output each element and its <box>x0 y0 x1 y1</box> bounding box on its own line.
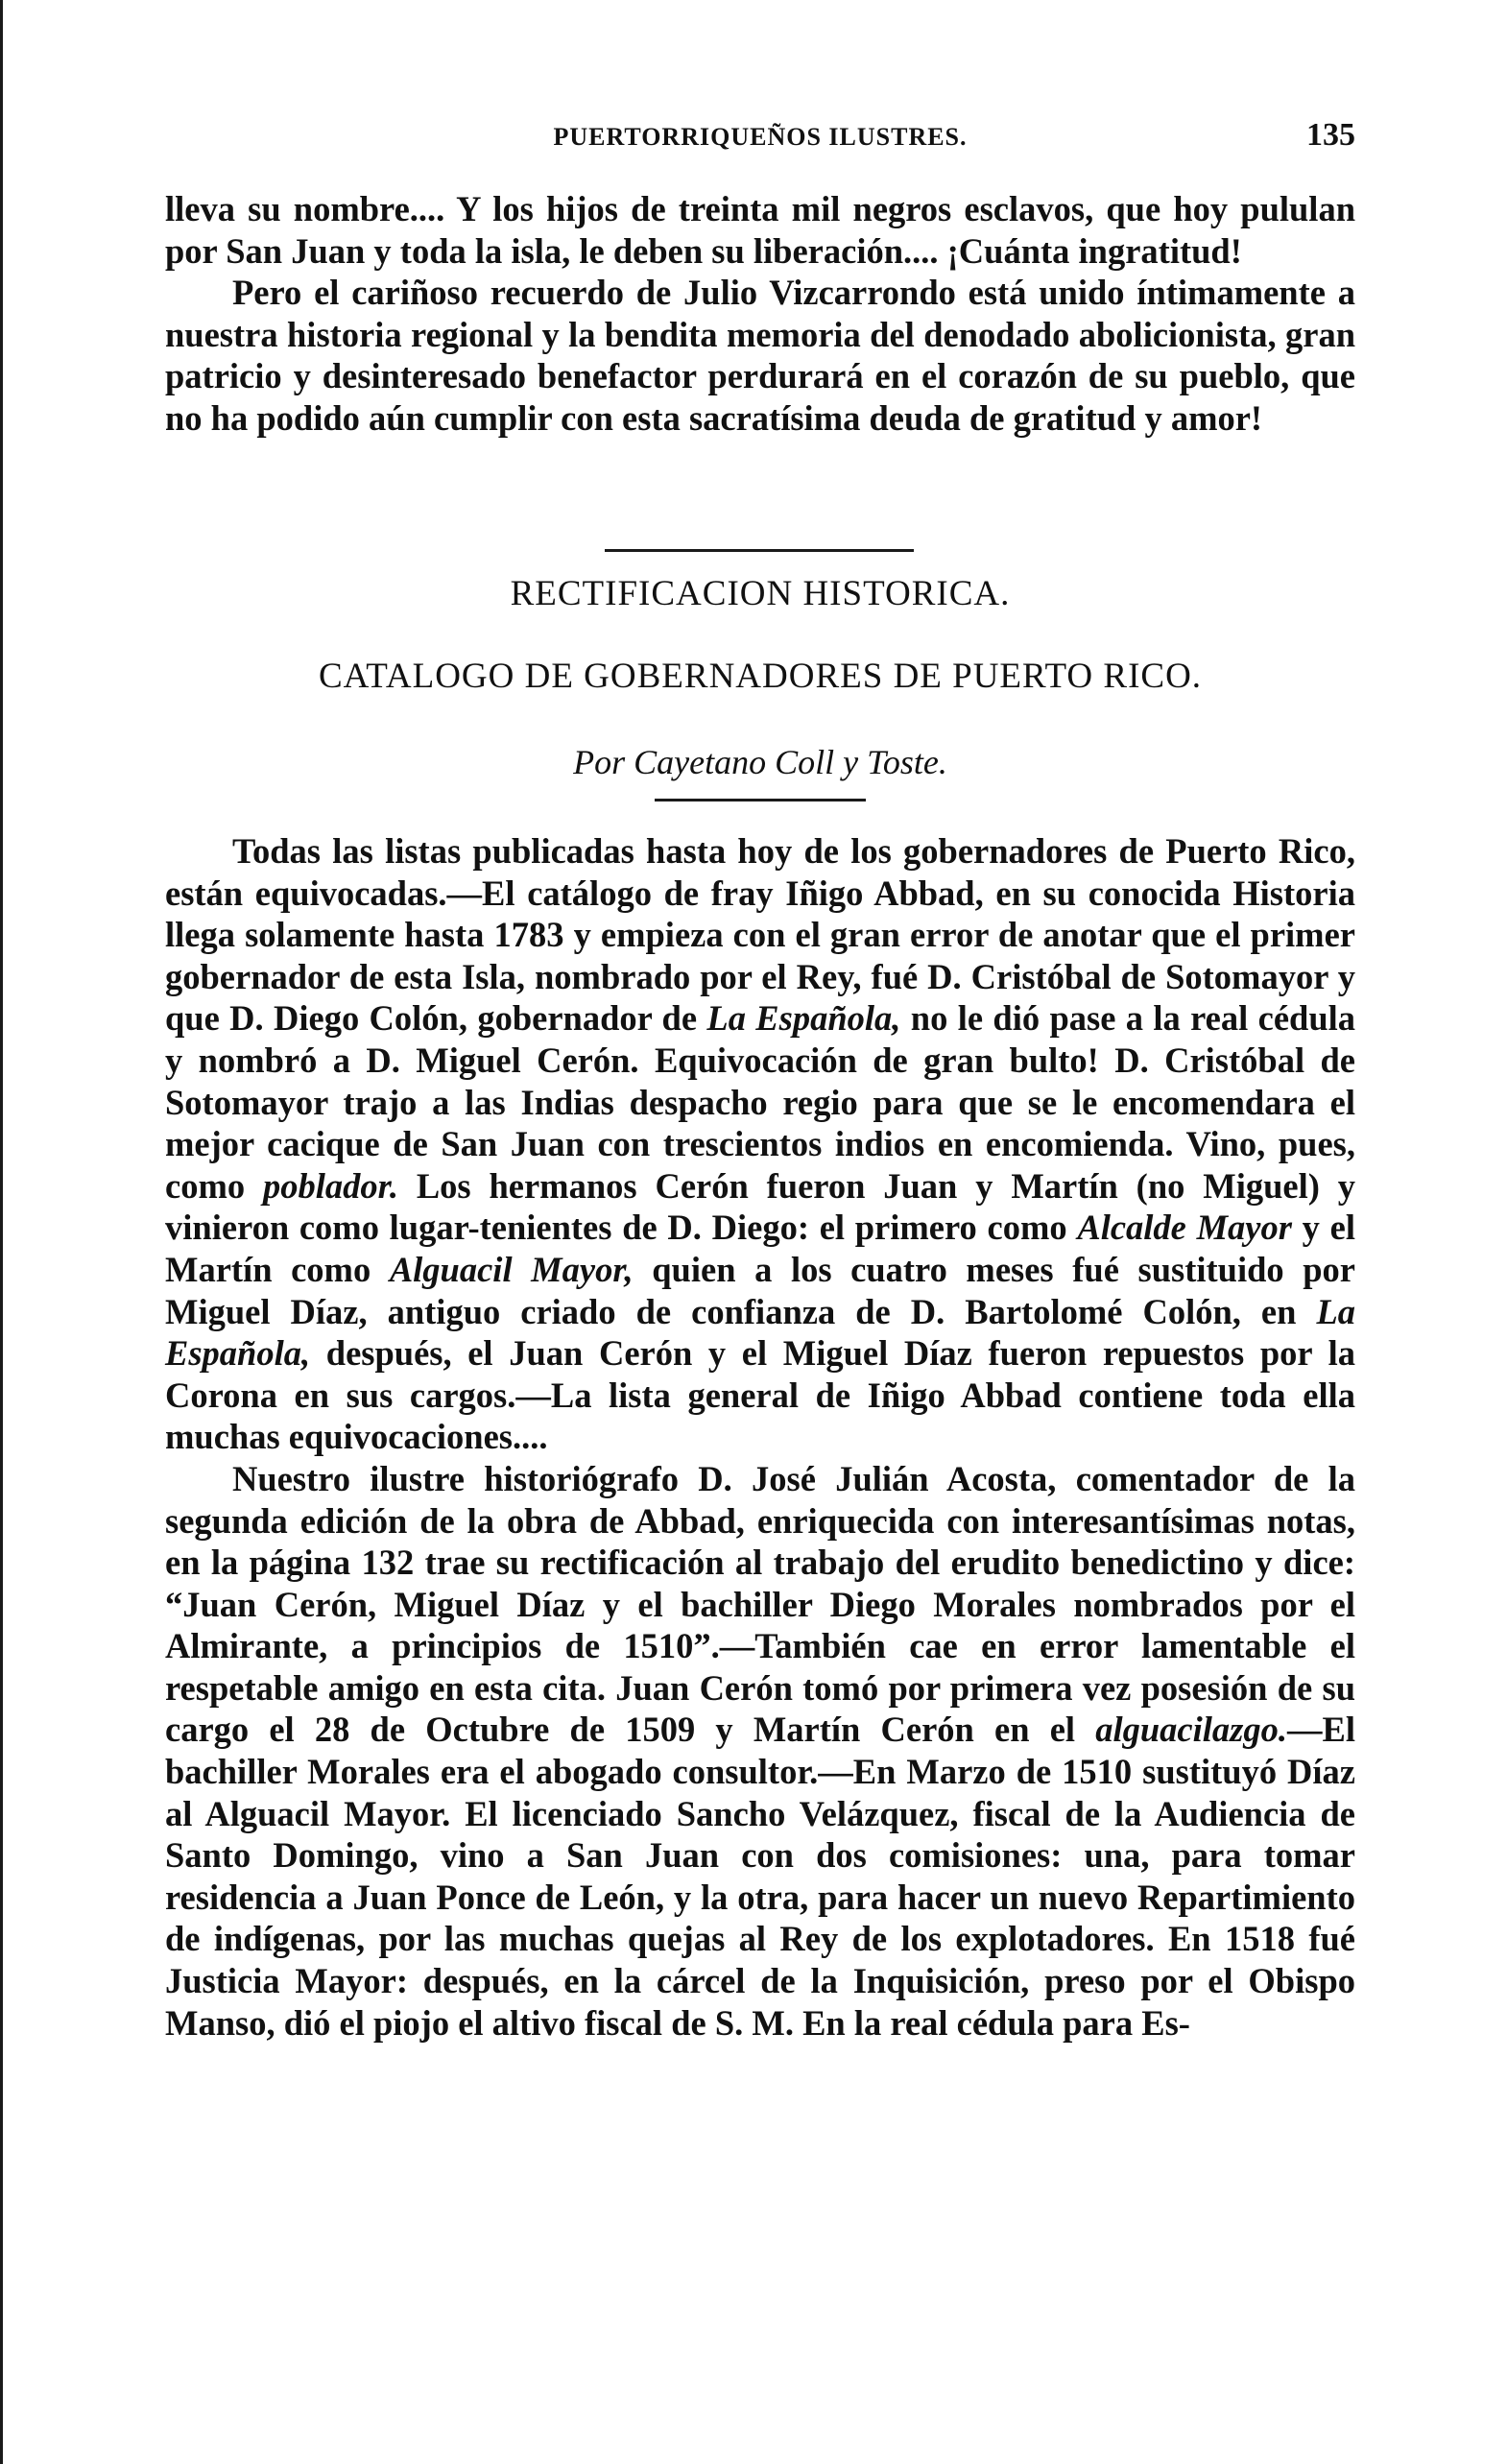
text-block-vizcarrondo <box>165 188 1355 440</box>
paragraph-3 <box>165 830 1355 1458</box>
italic-run: alguacilazgo. <box>1095 1710 1287 1750</box>
page-scan-edge <box>0 0 3 2464</box>
paragraph-2: Pero el cariñoso recuerdo de Julio Vizcarrondo está unido íntimamente a nuestra historia regional y la bendita memoria del denodado abolicionista, gran patricio y desinteresado benefactor perdurará en el corazón de su pueblo, que no ha podido aún cumplir con esta sacratísima deuda de gratitud y amor! <box>165 273 1355 438</box>
text-run: Todas las listas publicadas hasta hoy de los gobernadores de Puerto Rico, están equivocadas.—El catálogo de fray Iñigo Abbad, en su conocida Historia llega solamente hasta 1783 y empieza con el gran error de anotar que el primer gobernador de esta Isla, nombrado por el Rey, fué D. Cristóbal de Sotomayor y que D. Diego Colón, gobernador de <box>165 831 1355 1039</box>
text-run: después, el Juan Cerón y el Miguel Díaz fueron repuestos por la Corona en sus cargos.—La lista general de Iñigo Abbad contiene toda ella muchas equivocaciones.... <box>165 1333 1355 1457</box>
section-heading: RECTIFICACION HISTORICA. <box>510 574 1011 613</box>
text-block-catalogo <box>165 830 1355 2044</box>
text-run: Los hermanos Cerón fueron Juan y Martín (no Miguel) y vinieron como lugar-tenientes de D. Diego: el primero como <box>165 1165 1356 1248</box>
italic-run: Alcalde Mayor <box>1077 1208 1292 1248</box>
section-divider <box>605 549 914 552</box>
italic-run: poblador. <box>262 1165 398 1206</box>
text-run: —El bachiller Morales era el abogado consultor.—En Marzo de 1510 sustituyó Díaz al Alguacil Mayor. El licenciado Sancho Velázquez, fiscal de la Audiencia de Santo Domingo, vino a San Juan con dos comisiones: una, para tomar residencia a Juan Ponce de León, y la otra, para hacer un nuevo Repartimiento de indígenas, por las muchas quejas al Rey de los explotadores. En 1518 fué Justicia Mayor: después, en la cárcel de la Inquisición, preso por el Obispo Manso, dió el piojo el altivo fiscal de S. M. En la real cédula para Es- <box>165 1710 1355 2043</box>
article-title: CATALOGO DE GOBERNADORES DE PUERTO RICO. <box>318 657 1203 696</box>
text-run: no le dió pase a la real cédula y nombró a D. Miguel Cerón. Equivocación de gran bulto! D. Cristóbal de Sotomayor trajo a las Indias despacho regio para que se le encomendara el mejor cacique de San Juan con trescientos indios en encomienda. Vino, pues, como <box>165 998 1356 1206</box>
author-byline: Por Cayetano Coll y Toste. <box>573 743 947 781</box>
text-run: quien a los cuatro meses fué sustituido por Miguel Díaz, antiguo criado de confianza de D. Bartolomé Colón, en <box>165 1249 1355 1331</box>
page-number: 135 <box>1306 117 1355 153</box>
text-run: Nuestro ilustre historiógrafo D. José Julián Acosta, comentador de la segunda edición de la obra de Abbad, enriquecida con interesantísimas notas, en la página 132 trae su rectificación al trabajo del erudito benedictino y dice: “Juan Cerón, Miguel Díaz y el bachiller Diego Morales nombrados por el Almirante, a principios de 1510”.—También cae en error lamentable el respetable amigo en esta cita. Juan Cerón tomó por primera vez posesión de su cargo el 28 de Octubre de 1509 y Martín Cerón en el <box>165 1458 1355 1750</box>
italic-run: Alguacil Mayor, <box>389 1249 634 1289</box>
paragraph-4 <box>165 1458 1355 2044</box>
text-run: y el Martín como <box>165 1208 1355 1289</box>
byline-divider <box>655 799 866 801</box>
italic-run: La Española, <box>165 1291 1355 1374</box>
running-title: PUERTORRIQUEÑOS ILUSTRES. <box>553 123 968 151</box>
paragraph-1: lleva su nombre.... Y los hijos de treinta mil negros esclavos, que hoy pululan por San Juan y toda la isla, le deben su liberación.... ¡Cuánta ingratitud! <box>165 189 1355 271</box>
italic-run: La Española, <box>706 998 901 1039</box>
running-head <box>165 113 1355 152</box>
